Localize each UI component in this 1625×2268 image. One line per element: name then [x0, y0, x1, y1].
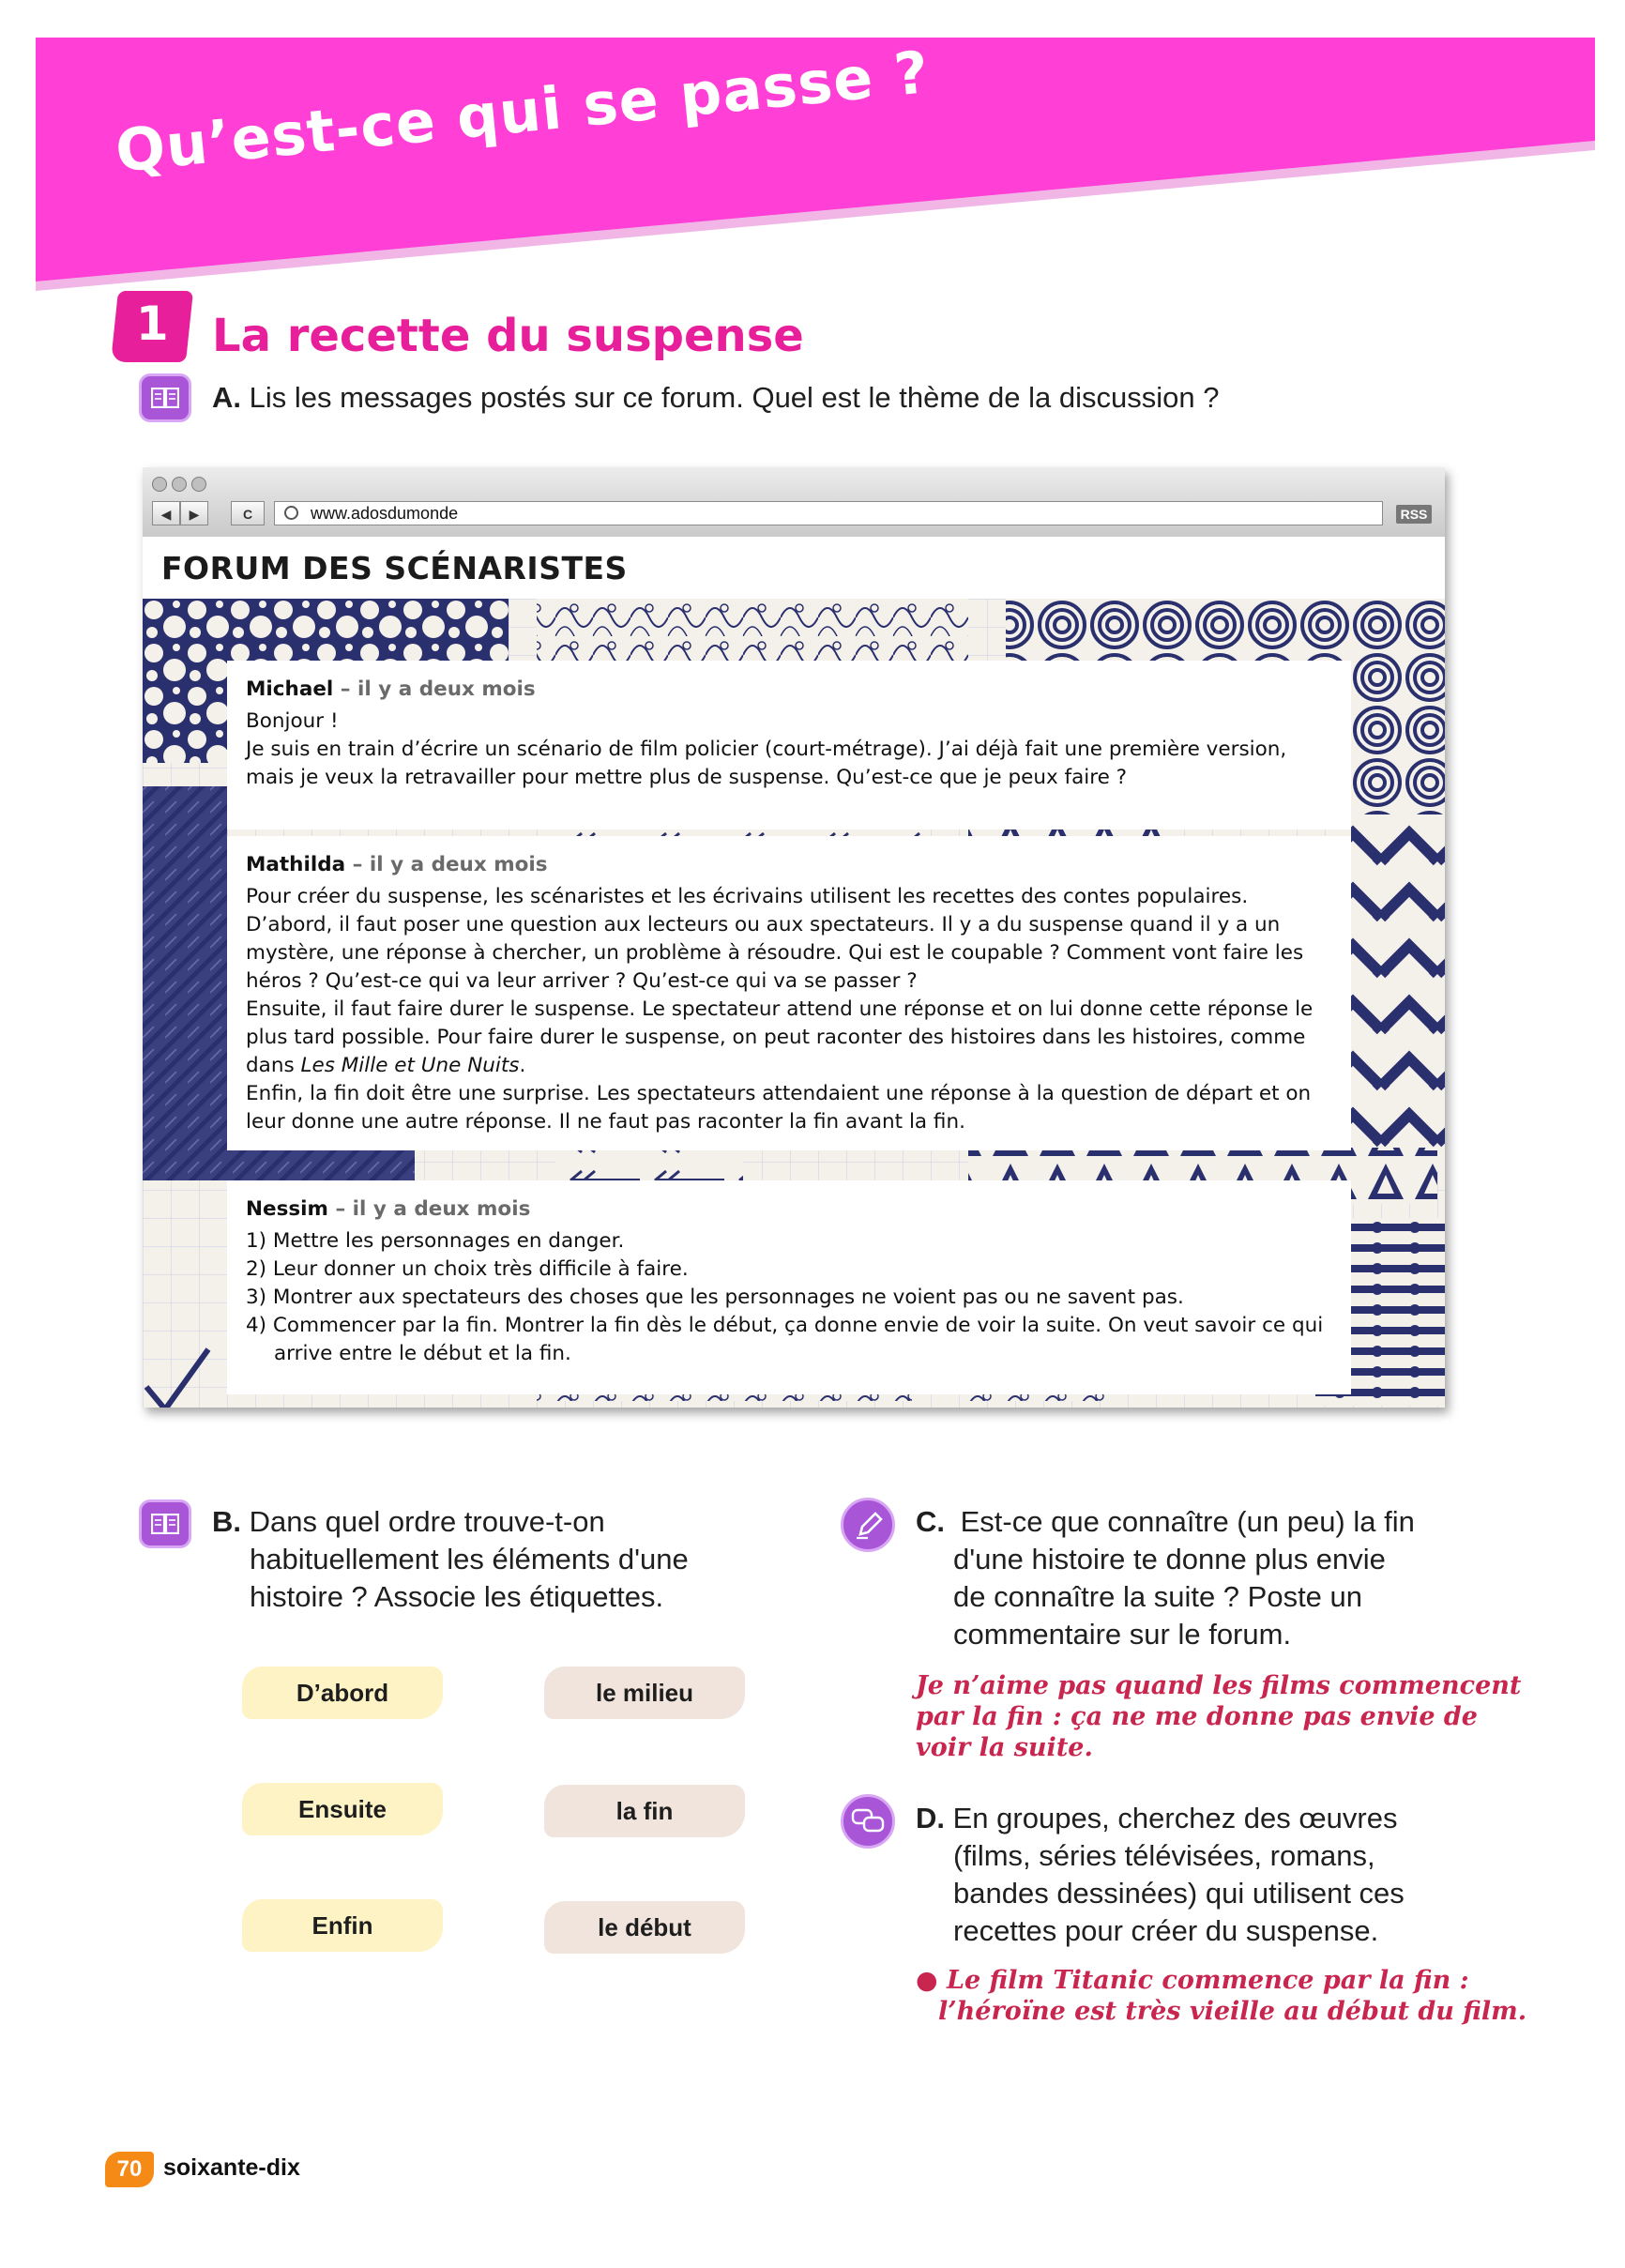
question-a [212, 379, 1219, 417]
post-time: – il y a deux mois [327, 1197, 531, 1221]
label-le-debut[interactable]: le début [544, 1901, 745, 1954]
post-line: Enfin, la fin doit être une surprise. Les spectateurs attendaient une réponse à la question de départ et on leur donne une autre réponse. Il ne faut pas raconter la fin avant la fin. [246, 1082, 1312, 1134]
browser-window [143, 467, 1445, 1408]
answer-c: Je n’aime pas quand les films commencent par la fin : ça ne me donne pas envie de voir la suite. [916, 1671, 1522, 1762]
question-c-letter: C. [916, 1505, 945, 1538]
post-line: Je suis en train d’écrire un scénario de film policier (court-métrage). J’ai déjà fait une première version, mais je veux la retravailler pour mettre plus de suspense. Qu’est-ce que je peux faire ? [246, 738, 1287, 789]
window-close-icon[interactable] [152, 477, 167, 492]
forum-title: FORUM DES SCÉNARISTES [161, 550, 628, 586]
forum-post [227, 661, 1351, 830]
rss-button[interactable]: RSS [1396, 505, 1432, 524]
book-icon [139, 1499, 191, 1548]
reload-button[interactable]: C [231, 501, 265, 525]
question-b: B. Dans quel ordre trouve-t-on habituellement les éléments d'une histoire ? Associe les étiquettes. [212, 1505, 689, 1613]
list-item: 2) Leur donner un choix très difficile à faire. [246, 1257, 689, 1281]
book-icon [139, 373, 191, 422]
post-line: Bonjour ! [246, 709, 339, 733]
post-author: Nessim [246, 1197, 328, 1221]
question-c: C. Est-ce que connaître (un peu) la fin d'une histoire te donne plus envie de connaître la suite ? Poste un commentaire sur le forum. [916, 1505, 1415, 1651]
globe-icon [284, 506, 298, 520]
post-author: Michael [246, 677, 334, 701]
book-title: Les Mille et Une Nuits [300, 1054, 520, 1077]
label-d-abord[interactable]: D’abord [242, 1667, 443, 1719]
label-le-milieu[interactable]: le milieu [544, 1667, 745, 1719]
label-enfin[interactable]: Enfin [242, 1899, 443, 1952]
post-line: Pour créer du suspense, les scénaristes et les écrivains utilisent les recettes des contes populaires. [246, 885, 1249, 908]
browser-titlebar [143, 467, 1445, 538]
forward-button[interactable]: ▶ [180, 501, 208, 525]
question-a-letter: A. [212, 381, 241, 414]
question-d: D. En groupes, cherchez des œuvres (films, séries télévisées, romans, bandes dessinées) qui utilisent ces recettes pour créer du suspense. [916, 1802, 1405, 1947]
pencil-icon [841, 1498, 895, 1552]
window-minimize-icon[interactable] [172, 477, 187, 492]
label-la-fin[interactable]: la fin [544, 1785, 745, 1837]
answer-d: ● Le film Titanic commence par la fin : l’héroïne est très vieille au début du film. [916, 1966, 1527, 2026]
post-author: Mathilda [246, 853, 346, 876]
window-zoom-icon[interactable] [191, 477, 206, 492]
forum-header [143, 537, 1445, 599]
list-item: 3) Montrer aux spectateurs des choses que les personnages ne voient pas ou ne savent pas. [246, 1286, 1184, 1309]
post-header [246, 1195, 1332, 1224]
forum-post [227, 836, 1351, 1150]
post-line: Ensuite, il faut faire durer le suspense. Le spectateur attend une réponse et on lui donne cette réponse le plus tard possible. Pour faire durer le suspense, on peut raconter des histoires dans les histoires, comme dans Les Mille et Une Nuits. [246, 997, 1314, 1077]
address-text: www.adosdumonde [311, 504, 459, 523]
back-button[interactable]: ◀ [152, 501, 180, 525]
post-header [246, 676, 1332, 704]
label-ensuite[interactable]: Ensuite [242, 1783, 443, 1835]
chat-icon [841, 1794, 895, 1849]
page-number-words: soixante-dix [163, 2154, 300, 2181]
section-title: La recette du suspense [212, 310, 804, 362]
post-header [246, 851, 1332, 879]
tips-list [246, 1227, 1332, 1368]
question-d-letter: D. [916, 1802, 945, 1834]
list-item: 4) Commencer par la fin. Montrer la fin dès le début, ça donne envie de voir la suite. On veut savoir ce qui arrive entre le début et la fin. [246, 1314, 1324, 1365]
question-a-text: Lis les messages postés sur ce forum. Quel est le thème de la discussion ? [249, 381, 1220, 414]
bullet-icon: ● [916, 1966, 947, 1995]
post-line: D’abord, il faut poser une question aux lecteurs ou aux spectateurs. Il y a du suspense quand il y a un mystère, une réponse à chercher, un problème à résoudre. Qui est le coupable ? Comment vont faire les héros ? Qu’est-ce qui va leur arriver ? Qu’est-ce qui va se passer ? [246, 913, 1304, 993]
address-bar[interactable] [274, 501, 1383, 525]
post-time: – il y a deux mois [333, 677, 536, 701]
section-number-badge: 1 [111, 291, 193, 362]
page-number: 70 [105, 2152, 154, 2187]
post-time: – il y a deux mois [345, 853, 548, 876]
forum-post [227, 1180, 1351, 1394]
question-b-letter: B. [212, 1505, 241, 1538]
list-item: 1) Mettre les personnages en danger. [246, 1229, 625, 1253]
page-title: Qu’est-ce qui se passe ? [113, 38, 933, 186]
